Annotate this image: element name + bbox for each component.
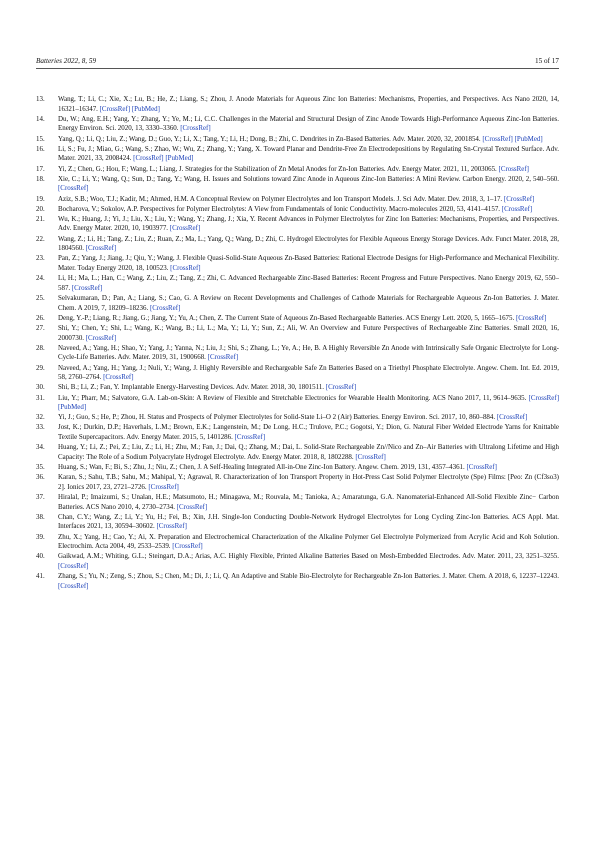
- reference-number: 16.: [36, 144, 45, 153]
- reference-text: Huang, Y.; Li, Z.; Pei, Z.; Liu, Z.; Li, H.; Zhu, M.; Fan, J.; Dai, Q.; Zhang, M.; Dai, L. Solid-State Rechargeable Zn//Nico and Zn–Air Batteries with Ultralong Lifetime and High Capacity: The Role of a Sodium Polyacrylate Hydrogel Electrolyte. Adv. Energy Mater. 2018, 8, 1802288.: [58, 443, 559, 461]
- reference-number: 40.: [36, 552, 45, 561]
- reference-number: 15.: [36, 134, 45, 143]
- reference-number: 14.: [36, 114, 45, 123]
- crossref-link[interactable]: [CrossRef]: [58, 184, 89, 193]
- reference-number: 20.: [36, 204, 45, 213]
- reference-text: Du, W.; Ang, E.H.; Yang, Y.; Zhang, Y.; Ye, M.; Li, C.C. Challenges in the Material and Structural Design of Zinc Anode Towards High-Performance Aqueous Zinc-Ion Batteries. Energy Environ. Sci. 2020, 13, 3330–3360.: [58, 114, 559, 133]
- reference-item: [36, 215, 559, 234]
- reference-text: Selvakumaran, D.; Pan, A.; Liang, S.; Cao, G. A Review on Recent Developments and Challenges of Cathode Materials for Rechargeable Aqueous Zn-Ion Batteries. J. Mater. Chem. A 2019, 7, 18209–18236.: [58, 294, 559, 312]
- reference-number: 19.: [36, 194, 45, 203]
- crossref-link[interactable]: [CrossRef]: [207, 353, 239, 362]
- reference-number: 36.: [36, 473, 45, 482]
- crossref-link[interactable]: [CrossRef]: [501, 204, 533, 213]
- reference-item: [36, 413, 559, 423]
- reference-item: [36, 95, 559, 114]
- reference-number: 39.: [36, 532, 45, 541]
- crossref-link[interactable]: [CrossRef]: [85, 333, 117, 342]
- crossref-link[interactable]: [CrossRef]: [156, 522, 187, 531]
- reference-text: Naveed, A.; Yang, H.; Yang, J.; Nuli, Y.; Wang, J. Highly Reversible and Rechargeable Safe Zn Batteries Based on a Triethyl Phosphate Electrolyte. Angew. Chem. Int. Ed. 2019, 58, 2760–2764.: [58, 363, 559, 382]
- pubmed-link[interactable]: [PubMed]: [165, 154, 194, 163]
- crossref-link[interactable]: [CrossRef]: [133, 154, 164, 163]
- crossref-link[interactable]: [CrossRef]: [355, 452, 386, 461]
- reference-item: [36, 294, 559, 313]
- crossref-link[interactable]: [CrossRef]: [71, 283, 103, 292]
- reference-number: 18.: [36, 174, 45, 183]
- reference-number: 33.: [36, 423, 45, 432]
- pubmed-link[interactable]: [PubMed]: [514, 134, 543, 143]
- reference-number: 17.: [36, 164, 45, 173]
- reference-number: 30.: [36, 383, 45, 392]
- crossref-link[interactable]: [CrossRef]: [58, 581, 89, 590]
- reference-text: Yi, Z.; Chen, G.; Hou, F.; Wang, L.; Liang, J. Strategies for the Stabilization of Zn Metal Anodes for Zn-Ion Batteries. Adv. Energy Mater. 2021, 11, 2003065.: [58, 164, 497, 173]
- reference-item: [36, 383, 559, 393]
- reference-text: Karan, S.; Sahu, T.B.; Sahu, M.; Mahipal, Y.; Agrawal, R. Characterization of Ion Transport Property in Hot-Press Cast Solid Polymer Electrolyte (Spe) Films: [Peo: Zn (Cf3so3) 2]. Ionics 2017, 23, 2721–2726.: [58, 473, 559, 491]
- crossref-link[interactable]: [CrossRef]: [148, 482, 179, 491]
- reference-item: [36, 274, 559, 293]
- crossref-link[interactable]: [CrossRef]: [234, 433, 266, 442]
- reference-text: Naveed, A.; Yang, H.; Shao, Y.; Yang, J.; Yanna, N.; Liu, J.; Shi, S.; Zhang, L.; Ye, A.; He, B. A Highly Reversible Zn Anode with Intrinsically Safe Organic Electrolyte for Long-Cycle-Life Batteries. Adv. Mater. 2019, 31, 1900668.: [58, 343, 559, 362]
- reference-text: Wang, T.; Li, C.; Xie, X.; Lu, B.; He, Z.; Liang, S.; Zhou, J. Anode Materials for Aqueous Zinc Ion Batteries: Mechanisms, Properties, and Perspectives. Acs Nano 2020, 14, 16321–16347.: [58, 95, 559, 113]
- reference-text: Chan, C.Y.; Wang, Z.; Li, Y.; Yu, H.; Fei, B.; Xin, J.H. Single-Ion Conducting Double-Network Hydrogel Electrolytes for Long Cycling Zinc-Ion Batteries. ACS Appl. Mat. Interfaces 2021, 13, 30594–30602.: [58, 512, 559, 531]
- reference-item: [36, 463, 559, 473]
- crossref-link[interactable]: [CrossRef]: [498, 164, 529, 173]
- crossref-link[interactable]: [CrossRef]: [528, 393, 560, 402]
- reference-item: [36, 195, 559, 205]
- reference-number: 38.: [36, 512, 45, 521]
- reference-text: Wu, K.; Huang, J.; Yi, J.; Liu, X.; Liu, Y.; Wang, Y.; Zhang, J.; Xia, Y. Recent Advances in Polymer Electrolytes for Zinc Ion Batteries: Mechanisms, Properties, and Perspectives. Adv. Energy Mater. 2020, 10, 1903977.: [58, 214, 559, 233]
- reference-text: Zhu, X.; Yang, H.; Cao, Y.; Ai, X. Preparation and Electrochemical Characterization of the Alkaline Polymer Gel Electrolyte Polymerized from Acrylic Acid and Koh Solution. Electrochim. Acta 2004, 49, 2533–2539.: [58, 532, 559, 551]
- reference-item: [36, 572, 559, 591]
- reference-item: [36, 443, 559, 462]
- reference-item: [36, 145, 559, 164]
- reference-item: [36, 473, 559, 492]
- crossref-link[interactable]: [CrossRef]: [85, 244, 117, 253]
- reference-text: Yi, J.; Guo, S.; He, P.; Zhou, H. Status and Prospects of Polymer Electrolytes for Solid-State Li–O 2 (Air) Batteries. Energy Environ. Sci. 2017, 10, 860–884.: [58, 413, 496, 422]
- reference-number: 13.: [36, 95, 45, 103]
- crossref-link[interactable]: [CrossRef]: [172, 542, 203, 551]
- reference-text: Liu, Y.; Pharr, M.; Salvatore, G.A. Lab-on-Skin: A Review of Flexible and Stretchable Electronics for Wearable Health Monitoring. ACS Nano 2017, 11, 9614–9635.: [58, 393, 527, 402]
- reference-number: 31.: [36, 393, 45, 402]
- reference-item: [36, 364, 559, 383]
- crossref-link[interactable]: [CrossRef]: [515, 313, 547, 322]
- reference-number: 32.: [36, 413, 45, 422]
- reference-item: [36, 533, 559, 552]
- crossref-link[interactable]: [CrossRef]: [149, 303, 181, 312]
- reference-text: Aziz, S.B.; Woo, T.J.; Kadir, M.; Ahmed, H.M. A Conceptual Review on Polymer Electrolytes and Ion Transport Models. J. Sci Adv. Mater. Dev. 2018, 3, 1–17.: [58, 194, 503, 203]
- reference-text: Pan, Z.; Yang, J.; Jiang, J.; Qiu, Y.; Wang, J. Flexible Quasi-Solid-State Aqueous Zn-Based Batteries: Rational Electrode Designs for High-Performance and Mechanical Flexibility. Mater. Today Energy 2020, 18, 100523.: [58, 254, 559, 273]
- crossref-link[interactable]: [CrossRef]: [180, 124, 211, 133]
- crossref-link[interactable]: [CrossRef]: [466, 463, 497, 472]
- reference-item: [36, 314, 559, 324]
- reference-number: 41.: [36, 572, 45, 581]
- reference-text: Wang, Z.; Li, H.; Tang, Z.; Liu, Z.; Ruan, Z.; Ma, L.; Yang, Q.; Wang, D.; Zhi, C. Hydrogel Electrolytes for Flexible Aqueous Energy Storage Devices. Adv. Funct Mater. 2018, 28, 1804560.: [58, 234, 559, 253]
- crossref-link[interactable]: [CrossRef]: [170, 264, 201, 273]
- reference-text: Shi, Y.; Chen, Y.; Shi, L.; Wang, K.; Wang, B.; Li, L.; Ma, Y.; Li, Y.; Sun, Z.; Ali, W. An Overview and Future Perspectives of Rechargeable Zinc Batteries. Small 2020, 16, 2000730.: [58, 323, 559, 342]
- reference-item: [36, 115, 559, 134]
- reference-item: [36, 423, 559, 442]
- reference-number: 25.: [36, 294, 45, 302]
- reference-item: [36, 165, 559, 175]
- reference-item: [36, 394, 559, 413]
- reference-number: 26.: [36, 313, 45, 322]
- reference-number: 37.: [36, 493, 45, 501]
- reference-text: Zhang, S.; Yu, N.; Zeng, S.; Zhou, S.; Chen, M.; Di, J.; Li, Q. An Adaptive and Stable Bio-Electrolyte for Rechargeable Zn-Ion Batteries. J. Mater. Chem. A 2018, 6, 12237–12243.: [58, 572, 559, 581]
- reference-item: [36, 344, 559, 363]
- pubmed-link[interactable]: [PubMed]: [58, 403, 87, 412]
- reference-text: Deng, Y.-P.; Liang, R.; Jiang, G.; Jiang, Y.; Yu, A.; Chen, Z. The Current State of Aqueous Zn-Based Rechargeable Batteries. ACS Energy Lett. 2020, 5, 1665–1675.: [58, 313, 515, 322]
- crossref-link[interactable]: [CrossRef]: [99, 104, 131, 113]
- reference-number: 34.: [36, 443, 45, 452]
- reference-item: [36, 513, 559, 532]
- reference-number: 35.: [36, 463, 45, 472]
- reference-item: [36, 493, 559, 512]
- crossref-link[interactable]: [CrossRef]: [176, 502, 208, 511]
- reference-item: [36, 235, 559, 254]
- reference-number: 28.: [36, 343, 45, 352]
- reference-item: [36, 205, 559, 215]
- crossref-link[interactable]: [CrossRef]: [482, 134, 513, 143]
- reference-text: Xie, C.; Li, Y.; Wang, Q.; Sun, D.; Tang, Y.; Wang, H. Issues and Solutions toward Zinc Anode in Aqueous Zinc-Ion Batteries: A Mini Review. Carbon Energy. 2020, 2, 540–560.: [58, 174, 559, 183]
- reference-text: Jost, K.; Durkin, D.P.; Haverhals, L.M.; Brown, E.K.; Langenstein, M.; De Long, H.C.; Trulove, P.C.; Gogotsi, Y.; Dion, G. Natural Fiber Welded Electrode Yarns for Knittable Textile Supercapacitors. Adv. Energy Mater. 2015, 5, 1401286.: [58, 423, 559, 442]
- reference-item: [36, 175, 559, 194]
- crossref-link[interactable]: [CrossRef]: [103, 373, 134, 382]
- reference-number: 29.: [36, 363, 45, 372]
- crossref-link[interactable]: [CrossRef]: [169, 224, 201, 233]
- reference-number: 27.: [36, 323, 45, 332]
- reference-number: 21.: [36, 214, 45, 223]
- journal-citation: Batteries 2022, 8, 59: [36, 57, 97, 65]
- reference-text: Huang, S.; Wan, F.; Bi, S.; Zhu, J.; Niu, Z.; Chen, J. A Self-Healing Integrated All-in-One Zinc-Ion Battery. Angew. Chem. 2019, 131, 4357–4361.: [58, 463, 465, 472]
- header-divider: [36, 68, 559, 69]
- reference-list: [36, 95, 559, 592]
- reference-text: Li, H.; Ma, L.; Han, C.; Wang, Z.; Liu, Z.; Tang, Z.; Zhi, C. Advanced Rechargeable Zinc-Based Batteries: Recent Progress and Future Perspectives. Nano Energy 2019, 62, 550–587.: [58, 274, 559, 292]
- reference-text: Li, S.; Fu, J.; Miao, G.; Wang, S.; Zhao, W.; Wu, Z.; Zhang, Y.; Yang, X. Toward Planar and Dendrite-Free Zn Electrodepositions by Regulating Sn-Crystal Textured Surface. Adv. Mater. 2021, 33, 2008424.: [58, 144, 559, 163]
- reference-item: [36, 254, 559, 273]
- reference-text: Gaikwad, A.M.; Whiting, G.L.; Steingart, D.A.; Arias, A.C. Highly Flexible, Printed Alkaline Batteries Based on Mesh-Embedded Electrodes. Adv. Mater. 2011, 23, 3251–3255.: [58, 552, 559, 561]
- reference-item: [36, 552, 559, 571]
- reference-text: Shi, B.; Li, Z.; Fan, Y. Implantable Energy-Harvesting Devices. Adv. Mater. 2018, 30, 1801511.: [58, 383, 325, 392]
- crossref-link[interactable]: [CrossRef]: [496, 413, 528, 422]
- pubmed-link[interactable]: [PubMed]: [131, 104, 160, 113]
- reference-item: [36, 324, 559, 343]
- reference-number: 22.: [36, 234, 45, 243]
- reference-item: [36, 135, 559, 145]
- crossref-link[interactable]: [CrossRef]: [503, 194, 535, 203]
- reference-number: 24.: [36, 274, 45, 283]
- crossref-link[interactable]: [CrossRef]: [58, 561, 89, 570]
- reference-text: Yang, Q.; Li, Q.; Liu, Z.; Wang, D.; Guo, Y.; Li, X.; Tang, Y.; Li, H.; Dong, B.; Zhi, C. Dendrites in Zn-Based Batteries. Adv. Mater. 2020, 32, 2001854.: [58, 134, 481, 143]
- crossref-link[interactable]: [CrossRef]: [325, 383, 357, 392]
- page-number: 15 of 17: [535, 57, 559, 65]
- reference-text: Bocharova, V.; Sokolov, A.P. Perspectives for Polymer Electrolytes: A View from Fundamentals of Ionic Conductivity. Macro-molecules 2020, 53, 4141–4157.: [58, 204, 501, 213]
- reference-text: Hiralal, P.; Imaizumi, S.; Unalan, H.E.; Matsumoto, H.; Minagawa, M.; Rouvala, M.; Tanioka, A.; Amaratunga, G.A. Nanomaterial-Enhanced All-Solid Flexible Zinc− Carbon Batteries. ACS Nano 2010, 4, 2730–2734.: [58, 493, 559, 511]
- reference-number: 23.: [36, 254, 45, 263]
